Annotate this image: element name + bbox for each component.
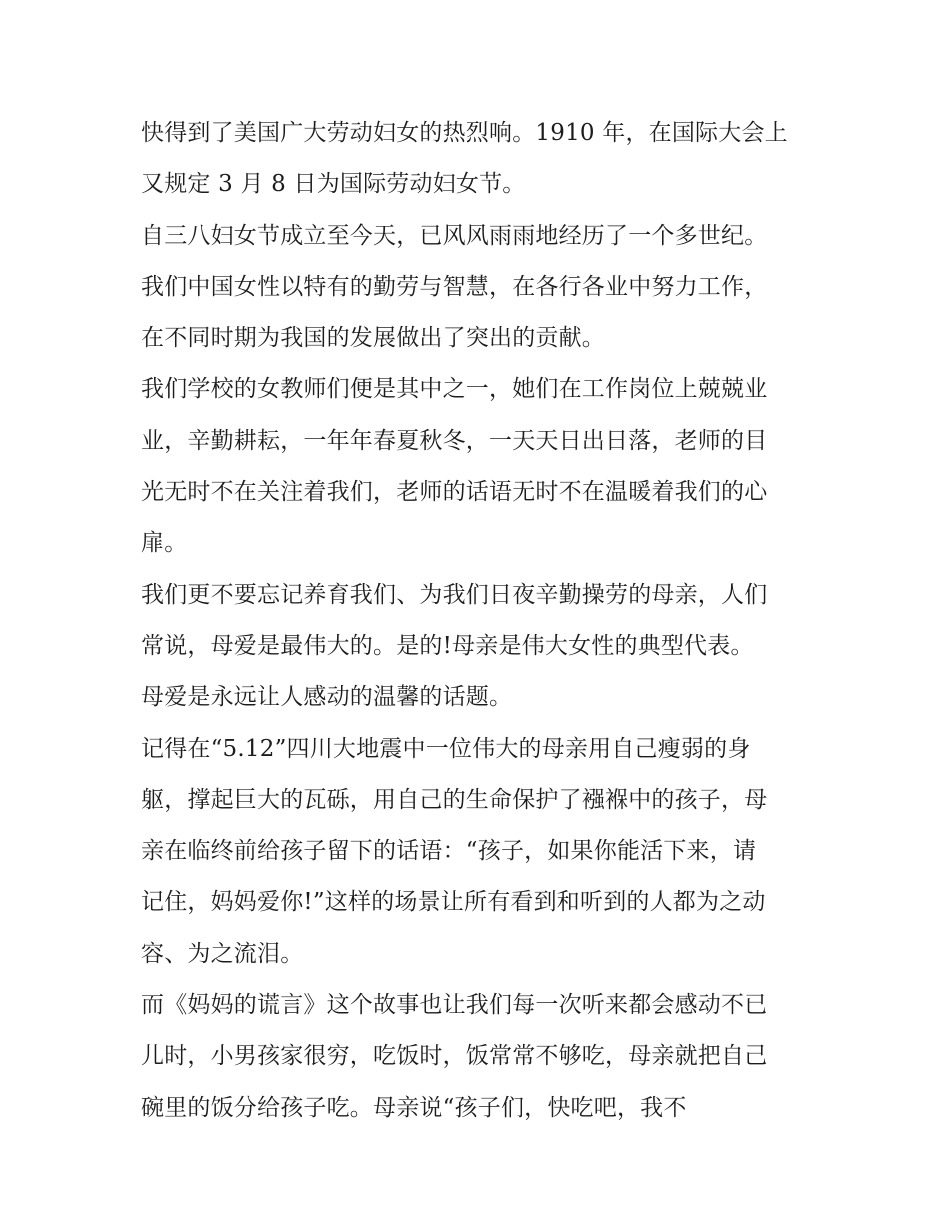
text-line: 记住，妈妈爱你!”这样的场景让所有看到和听到的人都为之动 bbox=[141, 889, 766, 916]
text-line: 碗里的饭分给孩子吃。母亲说“孩子们，快吃吧，我不 bbox=[141, 1094, 687, 1121]
text-line: 我们中国女性以特有的勤劳与智慧，在各行各业中努力工作， bbox=[141, 273, 768, 300]
text-line: 儿时，小男孩家很穷，吃饭时，饭常常不够吃，母亲就把自己 bbox=[141, 1043, 768, 1070]
text-line: 常说，母爱是最伟大的。是的!母亲是伟大女性的典型代表。 bbox=[141, 632, 754, 659]
text-line: 母爱是永远让人感动的温馨的话题。 bbox=[141, 684, 513, 711]
text-line: 亲在临终前给孩子留下的话语：“孩子，如果你能活下来，请 bbox=[141, 838, 757, 865]
text-line: 快得到了美国广大劳动妇女的热烈响。1910 年，在国际大会上 bbox=[141, 120, 788, 146]
text-line: 而《妈妈的谎言》这个故事也让我们每一次听来都会感动不已 bbox=[141, 992, 768, 1019]
text-line: 容、为之流泪。 bbox=[141, 940, 304, 967]
text-line: 自三八妇女节成立至今天，已风风雨雨地经历了一个多世纪。 bbox=[141, 222, 768, 249]
text-line: 又规定 3 月 8 日为国际劳动妇女节。 bbox=[141, 171, 526, 198]
text-line: 在不同时期为我国的发展做出了突出的贡献。 bbox=[141, 325, 605, 352]
document-body bbox=[141, 108, 841, 1134]
text-line: 我们更不要忘记养育我们、为我们日夜辛勤操劳的母亲，人们 bbox=[141, 581, 768, 608]
text-line: 扉。 bbox=[141, 530, 188, 557]
text-line: 躯，撑起巨大的瓦砾，用自己的生命保护了襁褓中的孩子，母 bbox=[141, 786, 768, 813]
text-line: 业，辛勤耕耘，一年年春夏秋冬，一天天日出日落，老师的目 bbox=[141, 427, 768, 454]
text-line: 记得在“5.12”四川大地震中一位伟大的母亲用自己瘦弱的身 bbox=[141, 735, 751, 762]
text-line: 光无时不在关注着我们，老师的话语无时不在温暖着我们的心 bbox=[141, 479, 768, 506]
text-line: 我们学校的女教师们便是其中之一，她们在工作岗位上兢兢业 bbox=[141, 376, 768, 403]
